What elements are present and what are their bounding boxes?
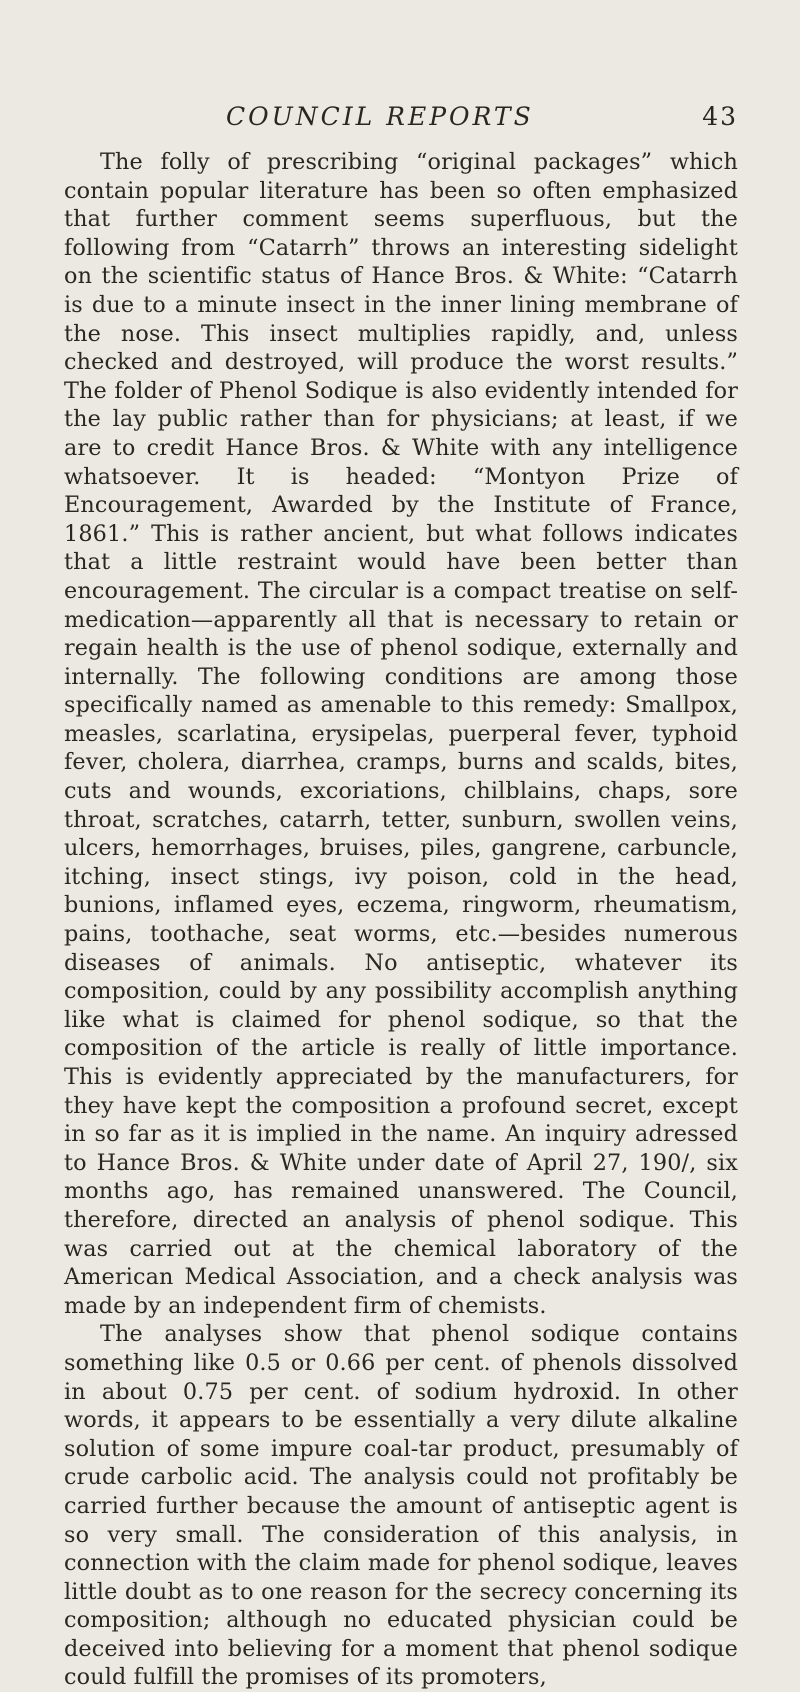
paragraph: The folly of prescribing “original packages” which contain popular literature has been so often emphasized that further comment seems superfluous, but the following from “Catarrh” throws an interesting sidelight on the scientific status of Hance Bros. & White: “Catarrh is due to a minute insect in the inner lining membrane of the nose. This insect multiplies rapidly, and, unless checked and destroyed, will produce the worst results.” The folder of Phenol Sodique is also evidently intended for the lay public rather than for physicians; at least, if we are to credit Hance Bros. & White with any intelligence whatsoever. It is headed: “Montyon Prize of Encouragement, Awarded by the Institute of France, 1861.” This is rather ancient, but what follows indicates that a little restraint would have been better than encouragement. The circular is a compact treatise on self-medication—apparently all that is necessary to retain or regain health is the use of phenol sodique, externally and internally. The following conditions are among those specifically named as amenable to this remedy: Smallpox, measles, scarlatina, erysipelas, puerperal fever, typhoid fever, cholera, diarrhea, cramps, burns and scalds, bites, cuts and wounds, excoriations, chilblains, chaps, sore throat, scratches, catarrh, tetter, sunburn, swollen veins, ulcers, hemorrhages, bruises, piles, gangrene, carbuncle, itching, insect stings, ivy poison, cold in the head, bunions, inflamed eyes, eczema, ringworm, rheumatism, pains, toothache, seat worms, etc.—besides numerous diseases of animals. No antiseptic, whatever its composition, could by any possibility accomplish anything like what is claimed for phenol sodique, so that the composition of the article is really of little importance. This is evidently appreciated by the manufacturers, for they have kept the composition a profound secret, except in so far as it is implied in the name. An inquiry adressed to Hance Bros. & White under date of April 27, 190/, six months ago, has remained unanswered. The Council, therefore, directed an analysis of phenol sodique. This was carried out at the chemical laboratory of the American Medical Association, and a check analysis was made by an independent firm of chemists.	[64, 149, 738, 1319]
body-text	[64, 148, 738, 1692]
page-number: 43	[702, 102, 738, 131]
paragraph: The analyses show that phenol sodique contains something like 0.5 or 0.66 per cent. of phenols dissolved in about 0.75 per cent. of sodium hydroxid. In other words, it appears to be essentially a very dilute alkaline solution of some impure coal-tar product, presumably of crude carbolic acid. The analysis could not profitably be carried further because the amount of antiseptic agent is so very small. The consideration of this analysis, in connection with the claim made for phenol sodique, leaves little doubt as to one reason for the secrecy concerning its composition; although no educated physician could be deceived into believing for a moment that phenol sodique could fulfill the promises of its promoters,	[64, 1321, 738, 1691]
running-head: COUNCIL REPORTS	[226, 102, 534, 131]
page-header	[64, 100, 738, 140]
